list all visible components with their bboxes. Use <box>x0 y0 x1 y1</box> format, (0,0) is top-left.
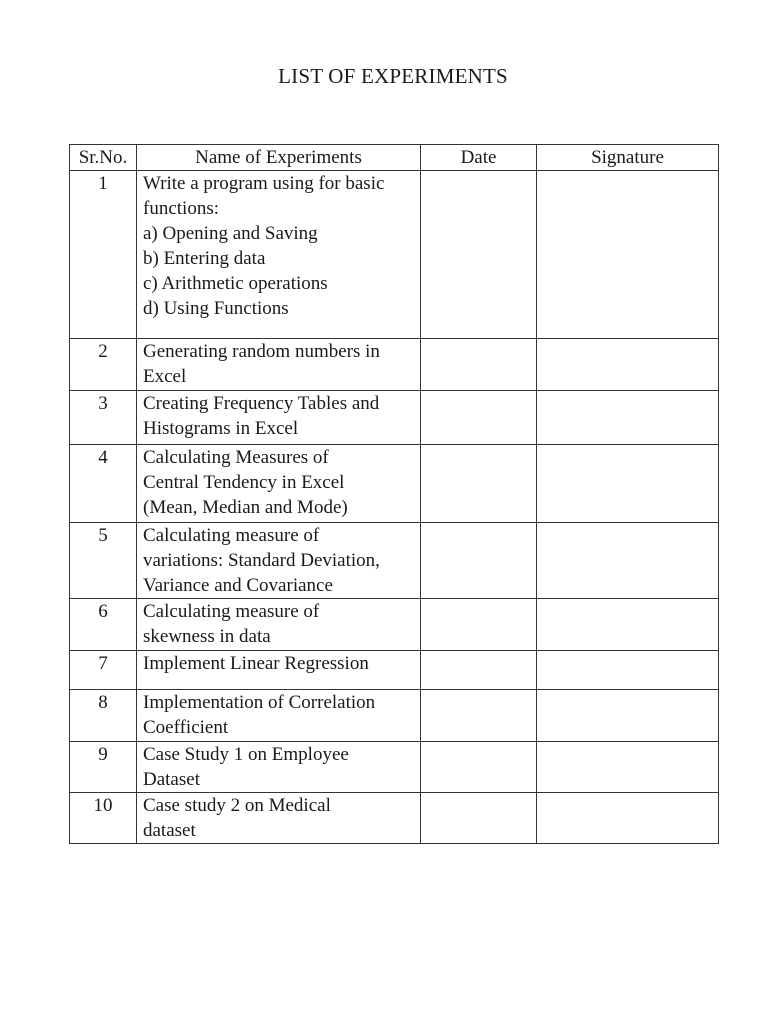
date-cell <box>421 339 537 391</box>
signature-cell <box>537 523 719 599</box>
experiment-name-line: d) Using Functions <box>143 298 289 319</box>
table-body <box>70 171 719 844</box>
row-number: 4 <box>70 445 137 523</box>
signature-cell <box>537 445 719 523</box>
experiment-name-line: b) Entering data <box>143 248 266 269</box>
experiment-name <box>137 793 421 844</box>
experiment-name-line: Write a program using for basic <box>143 173 385 194</box>
signature-cell <box>537 599 719 651</box>
row-number: 6 <box>70 599 137 651</box>
experiment-name-line: Calculating measure of <box>143 525 320 546</box>
date-cell <box>421 171 537 339</box>
experiment-name-line: dataset <box>143 820 196 841</box>
experiment-name <box>137 171 421 339</box>
experiment-name-line: a) Opening and Saving <box>143 223 318 244</box>
experiment-name-line: Excel <box>143 366 187 387</box>
experiments-table <box>69 144 719 844</box>
experiment-name-line: Histograms in Excel <box>143 418 299 439</box>
experiment-name-line: Dataset <box>143 769 200 790</box>
signature-cell <box>537 793 719 844</box>
experiment-name <box>137 690 421 742</box>
experiment-name-line: skewness in data <box>143 626 271 647</box>
experiment-name <box>137 523 421 599</box>
experiment-name-line: Central Tendency in Excel <box>143 472 345 493</box>
date-cell <box>421 523 537 599</box>
header-date: Date <box>421 145 537 171</box>
experiment-name <box>137 651 421 690</box>
experiment-name-line: c) Arithmetic operations <box>143 273 328 294</box>
table-header-row <box>70 145 719 171</box>
table-row <box>70 171 719 339</box>
date-cell <box>421 742 537 793</box>
experiment-name-line: Calculating measure of <box>143 601 320 622</box>
date-cell <box>421 690 537 742</box>
table-row <box>70 690 719 742</box>
experiment-name-line: Generating random numbers in <box>143 341 380 362</box>
experiment-name <box>137 445 421 523</box>
experiment-name <box>137 599 421 651</box>
signature-cell <box>537 171 719 339</box>
experiment-name-line: Variance and Covariance <box>143 575 333 596</box>
experiment-name <box>137 742 421 793</box>
table-row <box>70 793 719 844</box>
date-cell <box>421 599 537 651</box>
experiment-name-line: Calculating Measures of <box>143 447 329 468</box>
header-signature: Signature <box>537 145 719 171</box>
experiment-name-line: Case study 2 on Medical <box>143 795 331 816</box>
row-number: 9 <box>70 742 137 793</box>
table-row <box>70 651 719 690</box>
signature-cell <box>537 391 719 445</box>
date-cell <box>421 391 537 445</box>
signature-cell <box>537 339 719 391</box>
signature-cell <box>537 742 719 793</box>
table-row <box>70 445 719 523</box>
experiment-name-line: Implement Linear Regression <box>143 653 369 674</box>
row-number: 8 <box>70 690 137 742</box>
row-number: 7 <box>70 651 137 690</box>
signature-cell <box>537 651 719 690</box>
experiment-name-line: (Mean, Median and Mode) <box>143 497 348 518</box>
experiment-name-line: Coefficient <box>143 717 229 738</box>
row-number: 1 <box>70 171 137 339</box>
date-cell <box>421 445 537 523</box>
row-number: 5 <box>70 523 137 599</box>
date-cell <box>421 651 537 690</box>
row-number: 10 <box>70 793 137 844</box>
table-row <box>70 599 719 651</box>
experiment-name-line: Implementation of Correlation <box>143 692 376 713</box>
row-number: 3 <box>70 391 137 445</box>
table-row <box>70 391 719 445</box>
row-number: 2 <box>70 339 137 391</box>
table-row <box>70 523 719 599</box>
table-row <box>70 742 719 793</box>
experiment-name <box>137 391 421 445</box>
signature-cell <box>537 690 719 742</box>
table-row <box>70 339 719 391</box>
header-name: Name of Experiments <box>137 145 421 171</box>
experiment-name-line: variations: Standard Deviation, <box>143 550 380 571</box>
page-title: LIST OF EXPERIMENTS <box>278 64 508 88</box>
experiment-name-line: Case Study 1 on Employee <box>143 744 349 765</box>
date-cell <box>421 793 537 844</box>
experiment-name <box>137 339 421 391</box>
experiment-name-line: functions: <box>143 198 219 219</box>
header-sr-no: Sr.No. <box>70 145 137 171</box>
experiment-name-line: Creating Frequency Tables and <box>143 393 380 414</box>
